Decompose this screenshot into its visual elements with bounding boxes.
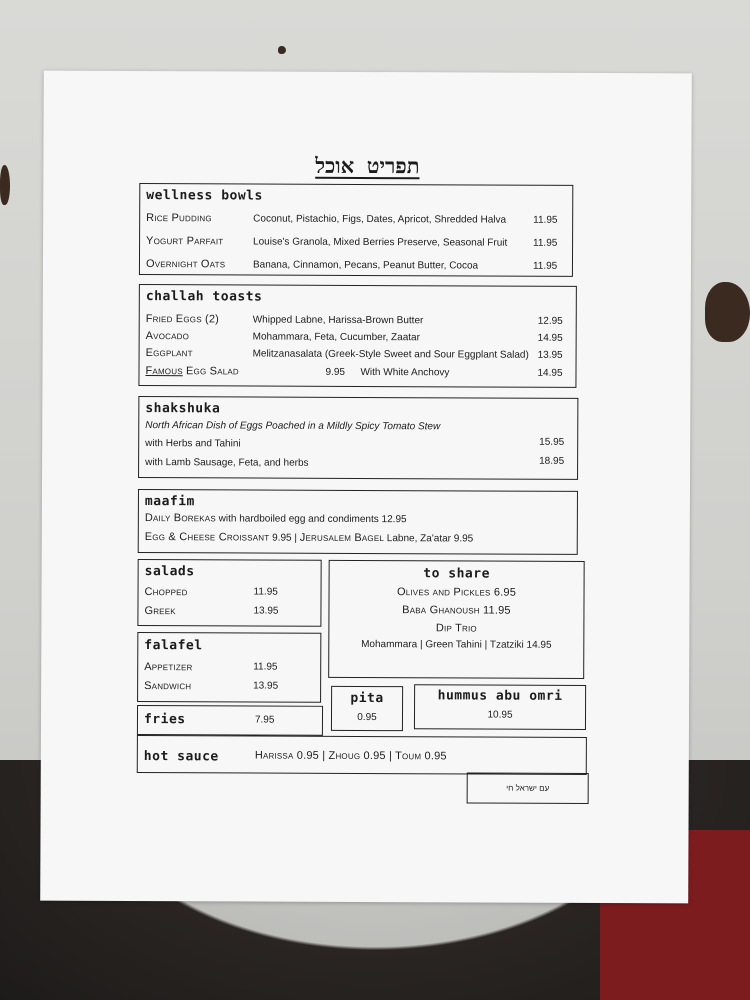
item-desc: Coconut, Pistachio, Figs, Dates, Apricot, Shredded Halva [253, 213, 507, 226]
item-price: 14.95 [537, 367, 563, 379]
maafim-section [138, 489, 578, 555]
share-line: Mohammara | Green Tahini | Tzatziki 14.95 [361, 638, 552, 651]
item-desc: with Herbs and Tahini [145, 438, 241, 450]
section-title: hot sauce [143, 749, 219, 765]
maafim-line [145, 531, 474, 544]
item-desc: Melitzanasalata (Greek-Style Sweet and Sour Eggplant Salad) [252, 348, 529, 361]
item-price: 11.95 [532, 260, 558, 272]
item-name: Sandwich [144, 680, 192, 693]
section-title: to share [423, 566, 490, 582]
item-desc: Banana, Cinnamon, Pecans, Peanut Butter, Cocoa [252, 259, 479, 272]
share-line: Olives and Pickles 6.95 [396, 586, 517, 599]
section-title: fries [143, 712, 186, 728]
menu-paper [40, 71, 692, 904]
falafel-section [137, 632, 321, 703]
hot-sauce-section [137, 735, 587, 775]
egg-salad-name: Egg Salad [186, 365, 239, 378]
item-name: Avocado [145, 330, 190, 343]
item-name: Chopped [144, 586, 188, 599]
item-price: 12.95 [537, 315, 563, 327]
item-price: 10.95 [487, 709, 513, 721]
item-name: Fried Eggs (2) [145, 313, 220, 326]
item-desc: with Lamb Sausage, Feta, and herbs [145, 457, 309, 469]
item-name: Yogurt Parfait [146, 235, 224, 248]
item-desc: Whipped Labne, Harissa-Brown Butter [252, 314, 424, 327]
item-name [145, 365, 238, 377]
section-title: challah toasts [145, 289, 263, 305]
section-title: maafim [144, 494, 195, 510]
item-name: Rice Pudding [146, 212, 212, 225]
item-price: 15.95 [539, 436, 565, 448]
item-price: 9.95 [325, 366, 345, 378]
section-title: wellness bowls [146, 188, 263, 204]
item-name: Greek [144, 605, 176, 618]
item-price: 11.95 [253, 586, 278, 598]
item-price: 13.95 [537, 349, 563, 361]
wellness-bowls-section [139, 183, 573, 277]
footer-note: עם ישראל חי [467, 772, 589, 804]
item-name: Daily Borekas [144, 512, 216, 525]
section-title: falafel [144, 638, 203, 654]
item-name: Appetizer [144, 661, 193, 674]
item-price: 18.95 [539, 455, 565, 467]
hot-sauce-line: Harissa 0.95 | Zhoug 0.95 | Toum 0.95 [254, 749, 447, 763]
item-price: 9.95 [272, 532, 292, 544]
item-price: 13.95 [253, 680, 279, 692]
share-line: Baba Ghanoush 11.95 [402, 604, 511, 617]
item-desc: Mohammara, Feta, Cucumber, Zaatar [252, 331, 420, 344]
item-price: 13.95 [253, 605, 279, 617]
section-title: hummus abu omri [437, 688, 563, 704]
item-price: 11.95 [533, 237, 558, 249]
section-title: shakshuka [145, 401, 221, 417]
item-price: 11.95 [533, 214, 558, 226]
menu-title: תפריט אוכל [315, 153, 420, 179]
item-price: 9.95 [453, 533, 474, 545]
section-subtitle: North African Dish of Eggs Poached in a Mildly Spicy Tomato Stew [145, 420, 441, 433]
hummus-section [414, 684, 586, 730]
challah-toasts-section [138, 284, 576, 388]
item-price: 12.95 [381, 514, 407, 526]
maafim-line [145, 512, 407, 525]
share-line: Dip Trio [435, 622, 477, 635]
shakshuka-section [138, 396, 578, 480]
section-title: pita [350, 690, 384, 707]
item-desc: With White Anchovy [360, 366, 450, 379]
item-price: 14.95 [537, 332, 563, 344]
item-name: Jerusalem Bagel [299, 531, 385, 545]
item-name: Eggplant [145, 347, 193, 360]
famous-label: Famous [145, 365, 183, 378]
section-title: salads [144, 564, 195, 580]
table-stain [705, 282, 750, 342]
item-name: Egg & Cheese Croissant [144, 531, 270, 544]
table-stain [0, 165, 10, 205]
item-price: 11.95 [253, 661, 278, 673]
to-share-section [328, 560, 585, 679]
pita-section [331, 686, 403, 731]
item-desc: with hardboiled egg and condiments [218, 513, 379, 526]
separator: | [294, 532, 298, 544]
salads-section [137, 559, 321, 627]
item-name: Overnight Oats [145, 258, 226, 271]
item-price: 7.95 [254, 714, 275, 726]
item-desc: Louise's Granola, Mixed Berries Preserve, Seasonal Fruit [253, 236, 508, 249]
item-desc: Labne, Za'atar [386, 533, 452, 545]
fries-section [137, 705, 323, 736]
table-stain [278, 46, 286, 54]
item-price: 0.95 [357, 711, 377, 724]
